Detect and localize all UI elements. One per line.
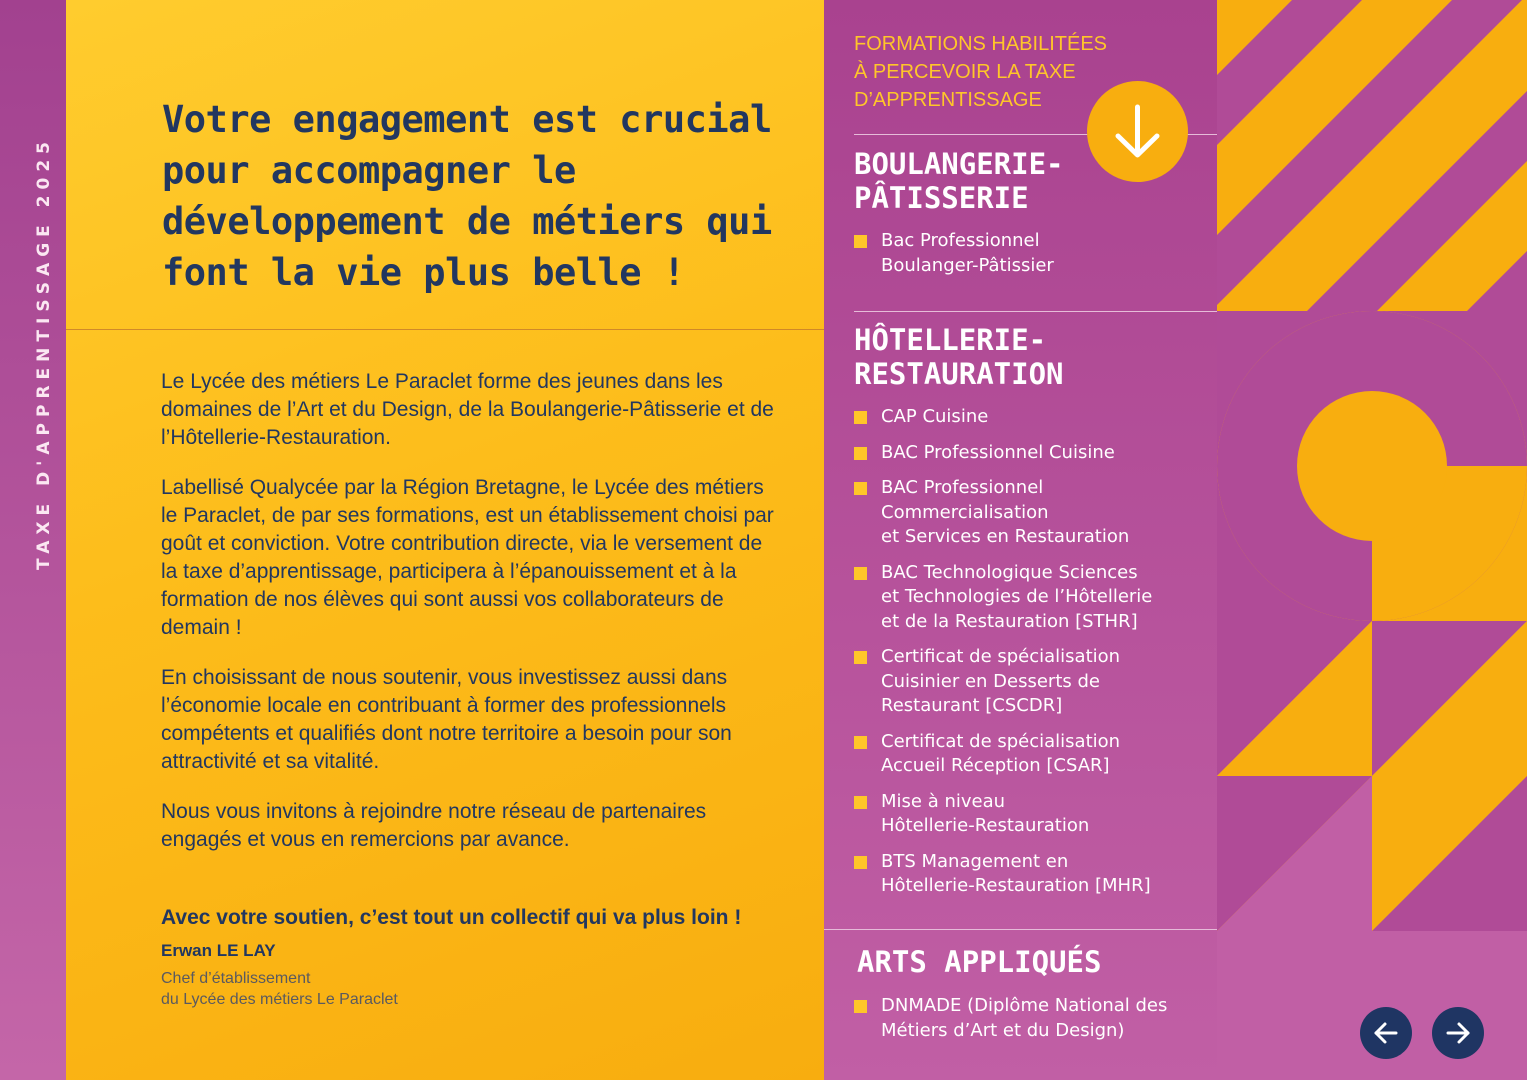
intro-body	[161, 368, 781, 876]
item-line: Bac Professionnel	[881, 230, 1040, 251]
closing-statement: Avec votre soutien, c’est tout un collectif qui va plus loin !	[161, 906, 742, 929]
item-line: Hôtellerie-Restauration	[881, 815, 1090, 836]
bullet-icon	[854, 796, 867, 809]
arrow-right-icon	[1432, 1007, 1484, 1059]
signature-role	[161, 968, 398, 1010]
list-item	[854, 790, 1204, 839]
list-item	[854, 229, 1204, 278]
left-strip	[0, 0, 66, 1080]
section-title-line: HÔTELLERIE-	[854, 323, 1047, 357]
signature-name: Erwan LE LAY	[161, 941, 276, 960]
boulangerie-list	[854, 229, 1204, 289]
vertical-label: TAXE D'APPRENTISSAGE 2025	[34, 136, 54, 570]
item-line: Hôtellerie-Restauration [MHR]	[881, 875, 1151, 896]
bullet-icon	[854, 736, 867, 749]
bullet-icon	[854, 411, 867, 424]
item-line: BAC Professionnel	[881, 477, 1044, 498]
item-line: DNMADE (Diplôme National des	[881, 995, 1168, 1016]
item-line: Métiers d’Art et du Design)	[881, 1019, 1125, 1041]
item-line: et Technologies de l’Hôtellerie	[881, 586, 1153, 607]
list-item	[854, 561, 1204, 635]
formations-title-line: FORMATIONS HABILITÉES	[854, 33, 1107, 55]
list-item	[854, 441, 1204, 466]
item-line: Commercialisation	[881, 501, 1049, 523]
list-item	[854, 994, 1204, 1043]
bullet-icon	[854, 235, 867, 248]
item-line: Cuisinier en Desserts de	[881, 670, 1100, 692]
item-line: Accueil Réception [CSAR]	[881, 755, 1110, 776]
item-line: Certificat de spécialisation	[881, 730, 1121, 752]
bullet-icon	[854, 856, 867, 869]
next-page-button[interactable]	[1432, 1007, 1484, 1059]
item-line: BAC Professionnel Cuisine	[881, 441, 1115, 463]
divider	[854, 311, 1217, 312]
item-line: Certificat de spécialisation	[881, 646, 1121, 667]
headline: Votre engagement est crucial pour accompagner le développement de métiers qui font la vie plus belle !	[162, 98, 772, 294]
hotellerie-list	[854, 405, 1204, 910]
section-title-line: ARTS APPLIQUÉS	[857, 945, 1102, 979]
arts-list	[854, 994, 1204, 1054]
divider	[66, 329, 824, 330]
intro-panel	[66, 0, 824, 1080]
item-line: CAP Cuisine	[881, 406, 989, 427]
bullet-icon	[854, 567, 867, 580]
list-item	[854, 405, 1204, 430]
paragraph: Le Lycée des métiers Le Paraclet forme des jeunes dans les domaines de l’Art et du Design, de la Boulangerie-Pâtisserie et de l’Hôtellerie-Restauration.	[161, 370, 774, 449]
list-item	[854, 850, 1204, 899]
paragraph: Nous vous invitons à rejoindre notre réseau de partenaires engagés et vous en remercions par avance.	[161, 800, 707, 851]
item-line: et Services en Restauration	[881, 526, 1130, 547]
arrow-left-icon	[1360, 1007, 1412, 1059]
item-line: et de la Restauration [STHR]	[881, 610, 1138, 632]
bullet-icon	[854, 651, 867, 664]
item-line: Boulanger-Pâtissier	[881, 254, 1054, 276]
item-line: Restaurant [CSCDR]	[881, 695, 1063, 716]
paragraph: En choisissant de nous soutenir, vous investissez aussi dans l’économie locale en contribuant à former des professionnels compétents et qualifiés dont notre territoire a besoin pour son attractivité et sa vitalité.	[161, 666, 732, 773]
bullet-icon	[854, 1000, 867, 1013]
list-item	[854, 645, 1204, 719]
list-item	[854, 476, 1204, 550]
previous-page-button[interactable]	[1360, 1007, 1412, 1059]
section-title-line: RESTAURATION	[854, 357, 1064, 391]
bullet-icon	[854, 482, 867, 495]
item-line: BAC Technologique Sciences	[881, 561, 1138, 583]
formations-title-line: D’APPRENTISSAGE	[854, 89, 1042, 111]
divider	[824, 929, 1217, 930]
section-title-boulangerie	[854, 147, 1114, 215]
list-item	[854, 730, 1204, 779]
bullet-icon	[854, 447, 867, 460]
section-title-arts	[857, 945, 1177, 979]
formations-title-line: À PERCEVOIR LA TAXE	[854, 61, 1076, 83]
decorative-pattern	[1217, 0, 1527, 1080]
signature-role-line: du Lycée des métiers Le Paraclet	[161, 991, 398, 1008]
paragraph: Labellisé Qualycée par la Région Bretagne, le Lycée des métiers le Paraclet, de par ses formations, est un établissement choisi par goût et conviction. Votre contribution directe, via le versement de la taxe d’apprentissage, participera à l’épanouissement et à la formation de nos élèves qui sont aussi vos collaborateurs de demain !	[161, 476, 774, 639]
item-line: BTS Management en	[881, 850, 1069, 872]
section-title-line: PÂTISSERIE	[854, 181, 1029, 215]
signature-role-line: Chef d’établissement	[161, 970, 311, 987]
section-title-line: BOULANGERIE-	[854, 147, 1064, 181]
item-line: Mise à niveau	[881, 790, 1006, 812]
formations-panel	[824, 0, 1217, 1080]
section-title-hotellerie	[854, 323, 1114, 391]
